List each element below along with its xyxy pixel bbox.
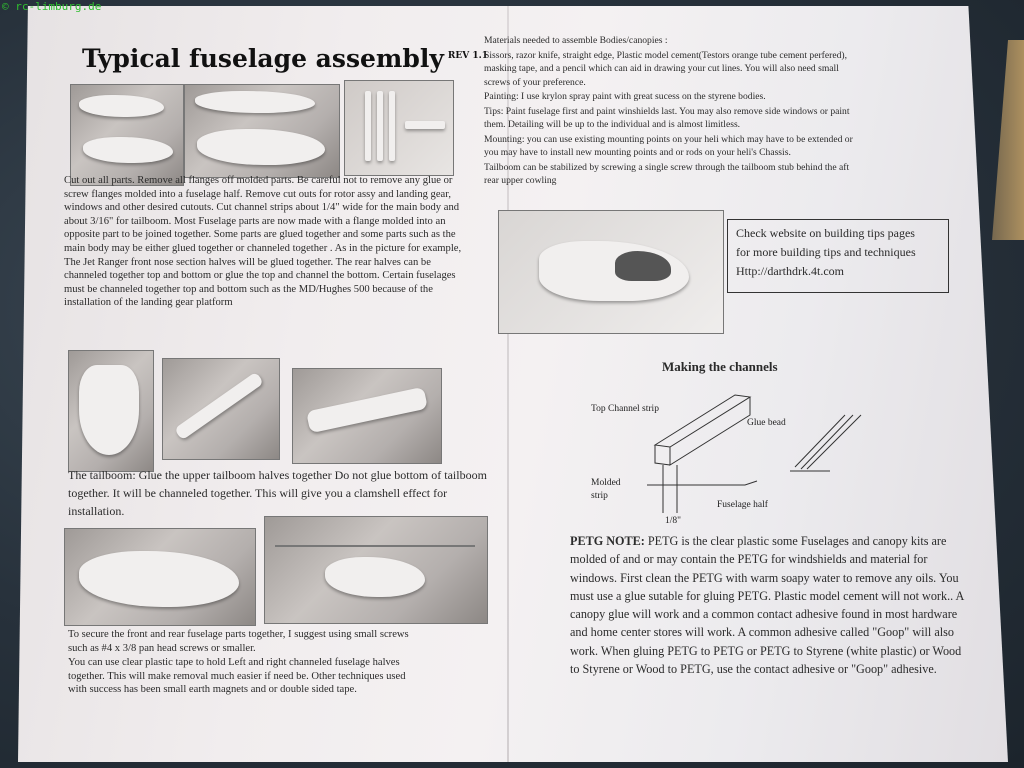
petg-label: PETG NOTE: xyxy=(570,534,645,548)
photo-tailboom-halves xyxy=(292,368,442,464)
securing-screws: To secure the front and rear fuselage parts together, I suggest using small screws such as #4 x 3/8 pan head screws or smaller. xyxy=(68,629,409,654)
tailboom-note: Tailboom can be stabilized by screwing a single screw through the tailboom stub behind the aft rear upper cowling xyxy=(484,161,850,186)
label-fuselage-half: Fuselage half xyxy=(717,500,768,510)
photo-front-fuselage xyxy=(64,528,256,626)
tip-line-1: Check website on building tips pages xyxy=(736,226,915,240)
watermark: © rc-limburg.de xyxy=(2,0,102,13)
photo-helicopter-body xyxy=(498,210,724,334)
label-molded-strip-2: strip xyxy=(591,491,608,501)
petg-text: PETG is the clear plastic some Fuselages and canopy kits are molded of and or may contain the PETG for windshields and material for windows. First clean the PETG with warm soapy water to remove any oils. You must use a glue sutable for gluing PETG. Plastic model cement will not work.. A canopy glue will work and a common contact adhesive found in most hardware and home center stores will work. A common adhesive called "Goop" will also work. When gluing PETG to PETG or PETG to Styrene (white plastic) or Wood to Styrene or Wood to PETG, use the contact adhesive or "Goop" adhesive. xyxy=(570,534,964,677)
label-molded-strip-1: Molded xyxy=(591,478,621,488)
tailboom-paragraph xyxy=(68,466,488,521)
photo-channel-strips xyxy=(344,80,454,176)
securing-tape: You can use clear plastic tape to hold Left and right channeled fuselage halves together. This will make removal much easier if need be. Other techniques used with success has been small earth magnets and or double sided tape. xyxy=(68,657,406,696)
tip-url: Http://darthdrk.4t.com xyxy=(736,264,844,278)
photo-tailboom-pieces xyxy=(162,358,280,460)
channel-diagram xyxy=(585,385,915,525)
photo-nose-section xyxy=(68,350,154,472)
title-text: Typical fuselage assembly xyxy=(82,44,444,73)
instructions-cut-parts: Cut out all parts. Remove all flanges off molded parts. Be careful not to remove any glue or screw flanges molded into a fuselage half. Remove cut outs for rotor assy and landing gear, windows and other desired cutouts. Cut channel strips about 1/4" wide for the main body and about 3/16" for tailboom. Most Fuselage parts are now made with a flange molded into an opposite part to be joined together. Some parts are glued together and some parts such as the main body may be either glued together or channeled together . As in the picture for example, The Jet Ranger front nose section halves will be glued together. The rear halves can be channeled together top and bottom or glue the top and channel the bottom. Certain fuselages must be channeled together top and bottom such as the MD/Hughes 500 because of the installation of the landing gear platform xyxy=(64,175,462,309)
painting-note: Painting: I use krylon spray paint with great sucess on the styrene bodies. xyxy=(484,91,766,102)
channels-heading: Making the channels xyxy=(662,359,778,374)
securing-paragraph xyxy=(68,628,418,698)
materials-heading: Materials needed to assemble Bodies/canopies : xyxy=(484,35,668,46)
top-channel-strip-shape xyxy=(655,395,750,447)
revision-label: REV 1.1 xyxy=(447,50,489,61)
materials-list: Sissors, razor knife, straight edge, Plastic model cement(Testors orange tube cement perfered), masking tape, and a pencil which can aid in drawing your cut lines. You will also need small screws of your preference. xyxy=(484,49,847,88)
intro-paragraph xyxy=(64,174,464,311)
background-object xyxy=(984,40,1024,240)
tips-note: Tips: Paint fuselage first and paint winshields last. You may also remove side windows or paint them. Detailing will be up to the individual and is almost limitless. xyxy=(484,105,850,130)
website-tip-box xyxy=(727,219,949,293)
petg-note xyxy=(570,532,966,678)
label-top-channel-strip: Top Channel strip xyxy=(591,404,659,414)
tailboom-instructions: The tailboom: Glue the upper tailboom halves together Do not glue bottom of tailboom together. It will be channeled together. This will give you a clamshell effect for installation. xyxy=(68,468,487,518)
label-dimension: 1/8" xyxy=(665,516,682,525)
photo-assembled-helicopter xyxy=(264,516,488,624)
label-glue-bead: Glue bead xyxy=(747,418,786,428)
photo-fuselage-parts-2 xyxy=(184,84,340,178)
mounting-note: Mounting: you can use existing mounting points on your heli which may have to be extended or you may have to install new mounting points and or rods on your heli's Chassis. xyxy=(484,133,853,158)
tip-line-2: for more building tips and techniques xyxy=(736,245,916,259)
photo-fuselage-parts-1 xyxy=(70,84,184,186)
page-title xyxy=(82,44,488,73)
materials-block xyxy=(484,34,854,189)
